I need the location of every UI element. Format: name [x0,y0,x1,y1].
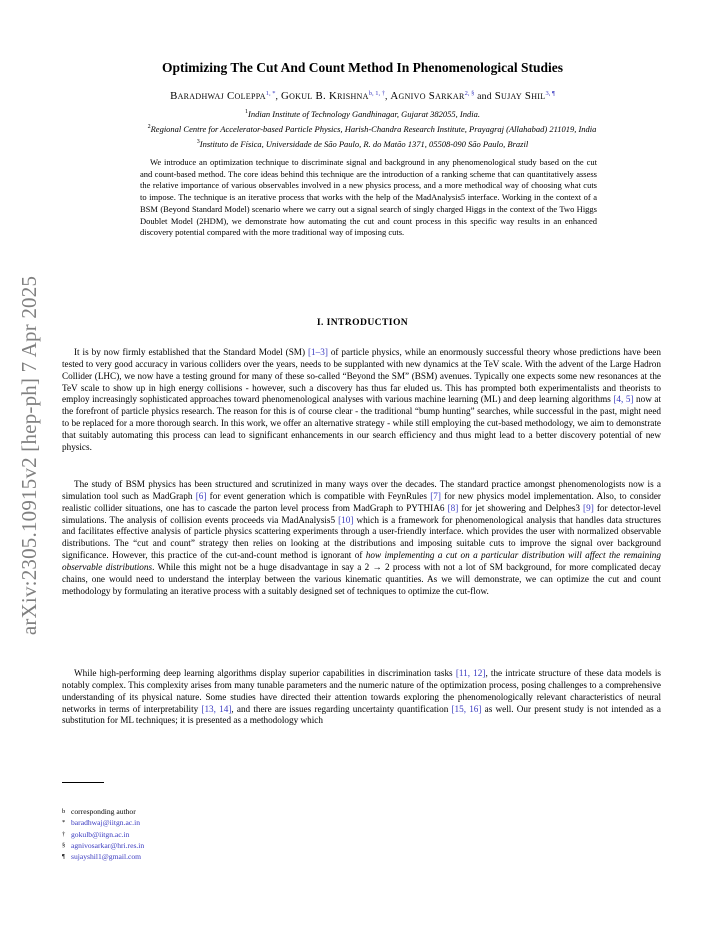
footnote [62,851,144,862]
arxiv-identifier-stamp [8,255,52,655]
affiliation-number: 2 [147,124,151,131]
author-marks[interactable]: b, 1, † [368,90,385,97]
author [170,91,281,102]
author-marks[interactable]: 3, ¶ [545,90,555,97]
citation-link[interactable]: [9] [583,502,594,513]
text-run: for event generation which is compatible with FeynRules [206,490,431,501]
citation-link[interactable]: [8] [447,502,459,513]
citation-link[interactable]: [10] [338,514,354,525]
footnote-divider [62,782,104,783]
affiliation-2 [62,124,682,134]
email-link[interactable]: gokulb@iitgn.ac.in [71,829,130,839]
text-run: of particle physics, while an enormously successful theory whose predictions have been tested to very good accuracy in various colliders over the years, needs to be supplanted with new dynamics at the TeV scale. With the advent of the Large Hadron Collider (LHC), we now have a testing ground for many of these so-called “Beyond the SM” (BSM) avenues. Typically one expects some new resonances at the TeV scale to show up in high energy collisions - however, such a discovery has thus far eluded us. This has prompted both experimentalists and theorists to employ increasingly sophisticated approaches toward phenomenological analyses with various machine learning (ML) and deep learning algorithms [62,347,661,405]
author-separator: and [474,91,495,103]
intro-paragraph-2 [62,479,661,597]
paper-title: Optimizing The Cut And Count Method In Phenomenological Studies [161,60,564,75]
citation-link[interactable]: [11, 12] [455,668,486,678]
author-list [60,90,665,102]
affiliation-text: Regional Centre for Accelerator-based Particle Physics, Harish-Chandra Research Institute, Prayagraj (Allahabad) 211019, India [150,124,597,134]
text-run: for detector-level simulations. The analysis of collision events proceeds via MadAnalysis5 [62,502,661,525]
emphasis-text: how implementing a cut on a particular distribution will affect the remaining observable distributions [62,550,661,572]
author [281,91,390,102]
email-link[interactable]: agnivosarkar@hri.res.in [71,840,145,850]
citation-link[interactable]: [6] [195,490,207,501]
text-run: The study of BSM physics has been structured and scrutinized in many ways over the decades. The standard practice amongst phenomenologists now is a simulation tool such as MadGraph [62,479,661,501]
author [390,91,494,102]
affiliation-number: 3 [196,139,200,146]
text-run: While high-performing deep learning algorithms display superior capabilities in discrimination tasks [74,668,456,678]
text-run: , the intricate structure of these data models is notably complex. This complexity arises from many tunable parameters and the numeric nature of the optimization process, posing challenges to a comprehensive understanding of its physical nature. Some studies have directed their attention towards exploring the phenomenologically relevant characteristics of neural networks in terms of interpretability [62,668,662,714]
text-run: now at the forefront of particle physics research. The reason for this is of course clear - the traditional “bump hunting” searches, while successful in the past, might need to be replaced for a more thorough search. In this work, we offer an alternative strategy - while still employing the cut-based methodology, we aim to demonstrate that suitably automating this process can lead to significant enhancements in our search efficiency and thus might lead to a better discovery potential of new physics. [62,394,662,452]
citation-link[interactable]: [15, 16] [451,703,482,714]
abstract: We introduce an optimization technique to discriminate signal and background in any phenomenological study based on the cut and count-based method. The core ideas behind this technique are the introduction of a ranking scheme that can quantitatively assess the relative importance of various observables involved in a new physics process, and a more methodical way of choosing what cuts to impose. The technique is an iterative process that works with the help of the MadAnalysis5 interface. Working in the context of a BSM (Beyond Standard Model) scenario where we carry out a signal search of singly charged Higgs in the context of the Two Higgs Doublet Model (2HDM), we demonstrate how automating the cut and count process in this specific way results in an enhanced discovery potential compared with the more traditional way of imposing cuts. [140,157,597,238]
affiliation-text: Indian Institute of Technology Gandhinagar, Gujarat 382055, India. [247,109,480,119]
text-run: for jet showering and Delphes3 [458,502,584,513]
footnote [62,806,144,817]
text-run: It is by now firmly established that the Standard Model (SM) [74,347,308,357]
arxiv-identifier-text: arXiv:2305.10915v2 [hep-ph] 7 Apr 2025 [17,275,42,635]
text-run: as well. Our present study is not intended as a substitution for ML techniques; it is presented as a methodology which [62,703,662,726]
author-marks[interactable]: 2, § [464,90,475,97]
text-run: for new physics model implementation. Also, to consider realistic collider situations, one has to cascade the parton level process from MadGraph to PYTHIA6 [62,490,661,513]
affiliation-3 [60,139,665,149]
affiliation-number: 1 [244,109,248,116]
text-run: which is a framework for phenomenological analysis that handles data structures and facilitates effective analysis of particle physics scattering experiments through a user-friendly interface. which provides the user with normalized observable distributions. The “cut and count” strategy then relies on looking at the distributions and imposing suitable cuts to improve the signal over background significance. However, this practice of the cut-and-count method is ignorant of [62,514,661,561]
footnote-symbol: ¶ [62,853,65,861]
footnote-symbol: † [62,830,66,838]
footnote-symbol: § [62,841,66,849]
text-run: . While this might not be a huge disadvantage in say a 2 → 2 process with not a lot of SM background, for more complicated decay chains, one would need to understand the interplay between the various kinematic quantities. As we will demonstrate, we can optimize the cut and count methodology by formulating an iterative process with a suitably designed set of techniques to optimize the cut-flow. [62,561,661,596]
text-run: , and there are issues regarding uncertainty quantification [231,703,452,714]
footnote-text: corresponding author [71,807,136,816]
citation-link[interactable]: [1–3] [307,347,328,357]
citation-link[interactable]: [13, 14] [201,703,232,714]
author-name: Agnivo Sarkar [390,90,465,103]
author-separator: , [275,91,281,103]
email-link[interactable]: sujayshil1@gmail.com [71,852,142,862]
citation-link[interactable]: [7] [430,490,441,501]
intro-paragraph-1 [62,347,661,454]
paragraph-text [62,668,661,727]
intro-paragraph-3 [62,668,661,727]
author-name: Gokul B. Krishna [281,90,369,103]
citation-link[interactable]: [4, 5] [613,394,634,405]
paragraph-text [62,479,661,597]
section-heading-introduction: I. INTRODUCTION [316,317,409,328]
footnote-symbol: * [62,819,66,827]
footnote [62,817,144,828]
paragraph-text [62,347,661,454]
email-link[interactable]: baradhwaj@iitgn.ac.in [71,818,140,828]
author-separator: , [384,91,391,103]
author-marks[interactable]: 1, * [265,90,276,97]
author [495,91,555,102]
footnote-symbol: b [62,808,66,815]
footnote [62,829,144,840]
author-name: Sujay Shil [494,90,546,103]
footnotes [62,806,144,862]
affiliation-1 [60,109,665,119]
author-name: Baradhwaj Coleppa [170,90,266,103]
footnote [62,840,144,851]
affiliation-text: Instituto de Física, Universidade de São Paulo, R. do Matão 1371, 05508-090 São Paulo, Brazil [199,139,529,149]
